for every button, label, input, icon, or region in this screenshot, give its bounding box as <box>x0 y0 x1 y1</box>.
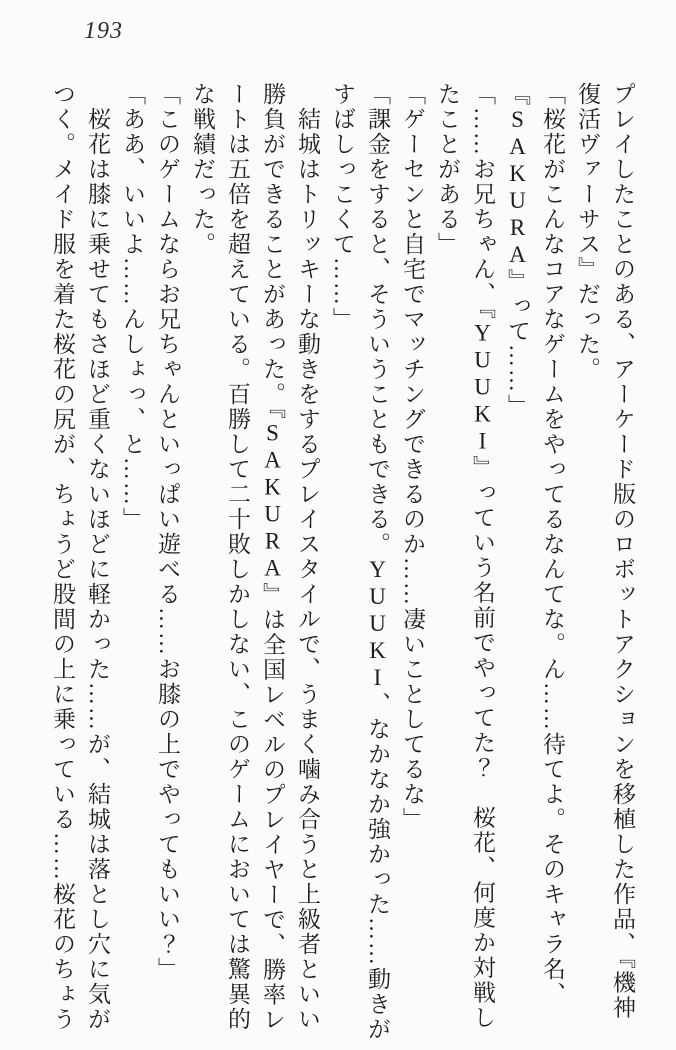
text-line: 「このゲームならお兄ちゃんといっぱい遊べる……お膝の上でやってもいい？」 <box>155 82 180 982</box>
text-line: ートは五倍を超えている。百勝して二十敗しかしない、このゲームにおいては驚異的 <box>225 82 250 1032</box>
latin-text: SAKURA <box>260 420 285 583</box>
latin-text: SAKURA <box>505 107 530 269</box>
page-number: 193 <box>84 18 123 44</box>
text-line: プレイしたことのある、アーケード版のロボットアクションを移植した作品、『機神 <box>610 82 635 1021</box>
text-line: 「ゲーセンと自宅でマッチングできるのか……凄いことしてるな」 <box>400 82 425 832</box>
latin-text: YUUKI <box>365 557 390 692</box>
text-line: すばしっこくて……」 <box>330 82 355 332</box>
latin-text: YUUKI <box>470 320 495 456</box>
text-line: 勝負ができることがあった。『SAKURA』は全国レベルのプレイヤーで、勝率レ <box>260 82 285 1033</box>
text-line: 「ああ、いいよ……んしょっ、と……」 <box>120 82 145 532</box>
text-line: 桜花は膝に乗せてもさほど重くないほどに軽かった……が、結城は落とし穴に気が <box>85 82 110 1032</box>
text-line: 結城はトリッキーな動きをするプレイスタイルで、うまく噛み合うと上級者といい <box>295 82 320 1032</box>
text-line: 「課金をすると、そういうこともできる。YUUKI、なかなか強かった……動きが <box>365 82 390 1042</box>
text-block <box>45 82 640 1042</box>
text-line: な戦績だった。 <box>190 82 215 257</box>
text-line: たことがある」 <box>435 82 460 257</box>
text-line: 「……お兄ちゃん、『YUUKI』っていう名前でやってた？ 桜花、何度か対戦し <box>470 82 495 1031</box>
text-line: 『SAKURA』って……」 <box>505 82 530 419</box>
text-line: つく。メイド服を着た桜花の尻が、ちょうど股間の上に乗っている……桜花のちょう <box>50 82 75 1032</box>
text-line: 復活ヴァーサス』だった。 <box>575 82 600 382</box>
text-line: 「桜花がこんなコアなゲームをやってるなんてな。ん……待てよ。そのキャラ名、 <box>540 82 565 1007</box>
